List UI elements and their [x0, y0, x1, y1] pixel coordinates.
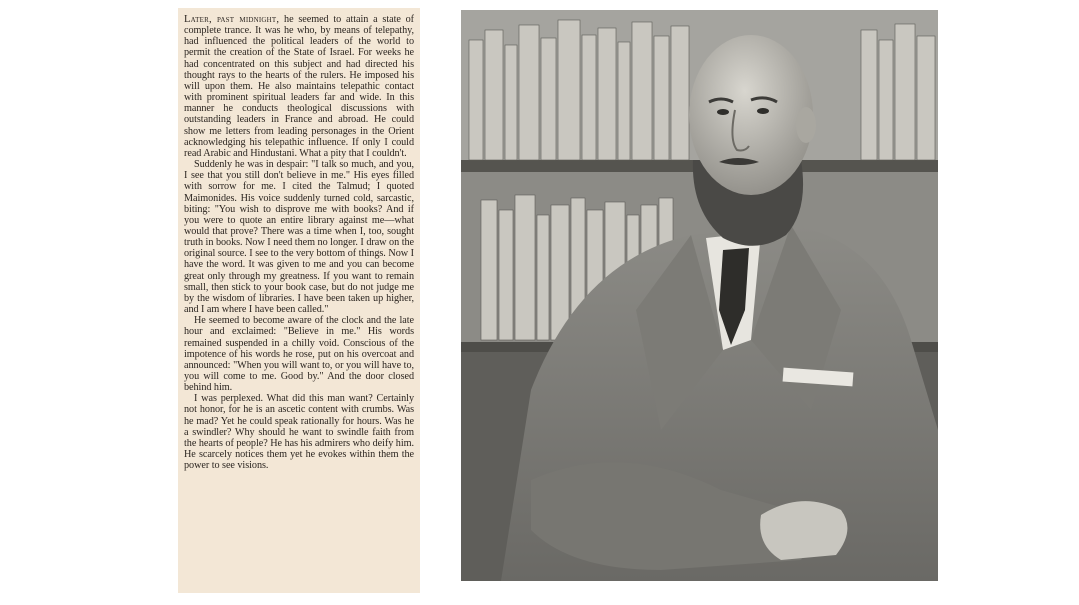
article-text-column: [178, 8, 420, 593]
paragraph-text: I was perplexed. What did this man want? Certainly not honor, for he is an ascetic content with crumbs. Was he mad? Yet he could speak rationally for hours. Was he a swindler? Why should he want to swindle faith from the hearts of people? He has his admirers who deify him. He scarcely notices them yet he evokes within them the power to see visions.: [184, 393, 414, 472]
paragraph-text: he seemed to attain a state of complete trance. It was he who, by means of telepathy, had influenced the political leaders of the world to permit the creation of the State of Israel. For weeks he had concentrated on this subject and had directed his thought rays to the hearts of the rulers. He imposed his will upon them. He also maintains telepathic contact with prominent spiritual leaders far and wide. In this manner he conducts theological discussions with outstanding leaders in France and abroad. He could show me letters from leading personages in the Orient acknowledging his telepathic influence. If only I could read Arabic and Hindustani. What a pity that I couldn't.: [184, 14, 415, 159]
portrait-illustration: [461, 10, 938, 581]
article-paragraph: [184, 14, 414, 159]
article-paragraph: [184, 159, 414, 315]
paragraph-text: He seemed to become aware of the clock and the late hour and exclaimed: "Believe in me." His words remained suspended in a chilly void. Conscious of the impotence of his words he rose, put on his overcoat and announced: "When you will want to, or you will have to, you will come to me. Good by." And the door closed behind him.: [184, 315, 414, 394]
paragraph-lead-in: Later, past midnight,: [184, 14, 280, 25]
paragraph-text: Suddenly he was in despair: "I talk so much, and you, I see that you still don't believe in me." His eyes filled with sorrow for me. I cited the Talmud; I quoted Maimonides. His voice suddenly turned cold, sarcastic, biting: "You wish to disprove me with books? And if you were to quote an entire library against me—what would that prove? There was a time when I, too, sought truth in books. Now I need them no longer. I draw on the original source. I see to the very bottom of things. Now I have the word. It was given to me and you can become great only through my greatness. If you want to remain small, then stick to your book case, but do not judge me by the wisdom of libraries. I have been taken up higher, and I am where I have been called.": [184, 159, 414, 316]
portrait-photo: [461, 10, 938, 581]
article-paragraph: [184, 315, 414, 393]
article-paragraph: [184, 393, 414, 471]
